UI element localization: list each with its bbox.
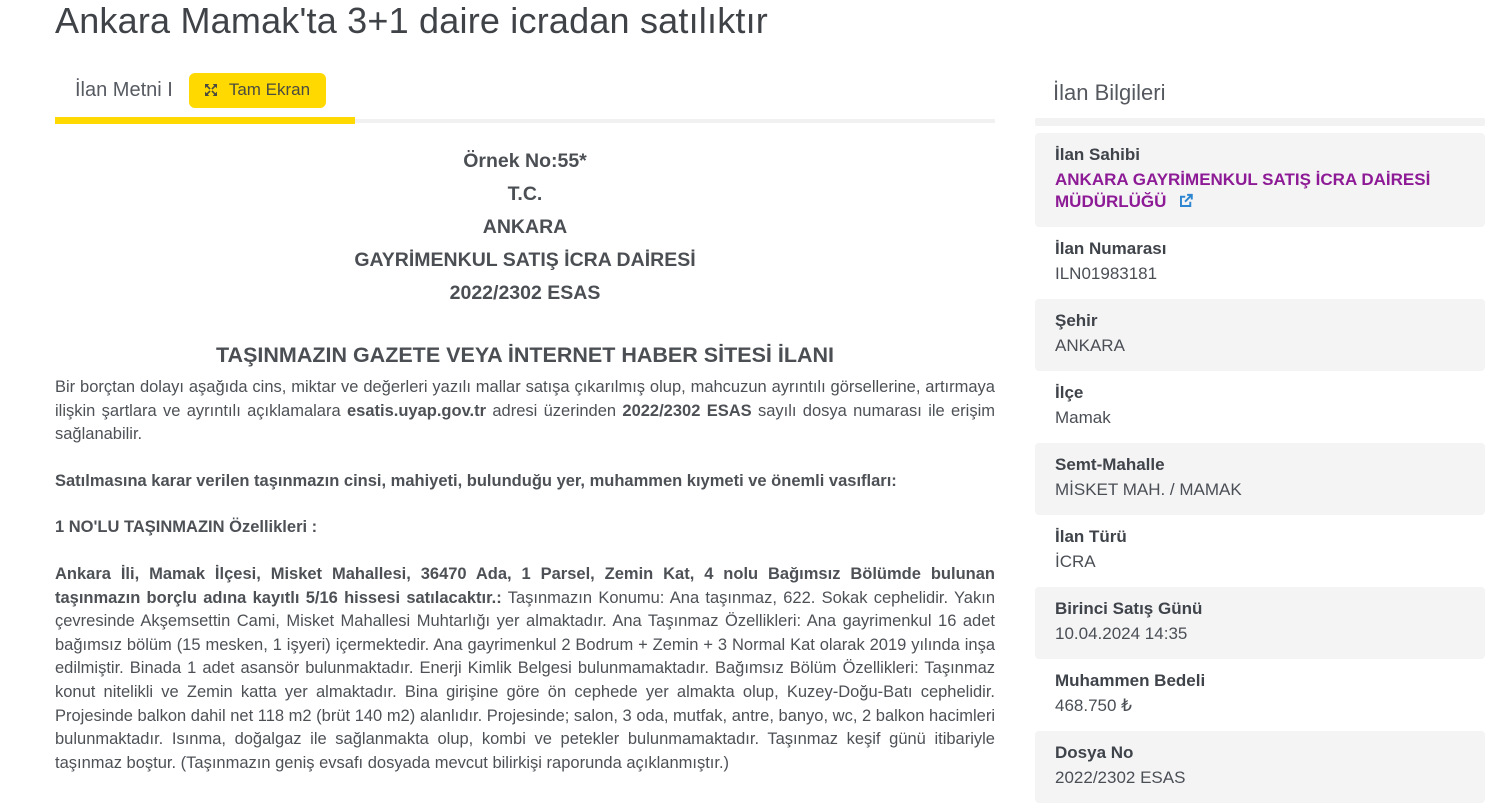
tab-track bbox=[355, 119, 995, 123]
info-value-text: MİSKET MAH. / MAMAK bbox=[1055, 480, 1242, 499]
info-value bbox=[1055, 335, 1465, 357]
page-title: Ankara Mamak'ta 3+1 daire icradan satılıktır bbox=[55, 0, 768, 41]
property-body: Taşınmazın Konumu: Ana taşınmaz, 622. Sokak cephelidir. Yakın çevresinde Akşemsettin Cami, Misket Mahallesi Muhtarlığı yer almaktadır. Ana Taşınmaz Özellikleri: Ana gayrimenkul 16 adet bağımsız bölüm (15 mesken, 1 işyeri) içermektedir. Ana gayrimenkul 2 Bodrum + Zemin + 3 Normal Kat olarak 2019 yılında inşa edilmiştir. Binada 1 adet asansör bulunmaktadır. Enerji Kimlik Belgesi bulunmamaktadır. Bağımsız Bölüm Özellikleri: Taşınmaz konut nitelikli ve Zemin katta yer almaktadır. Bina girişine göre ön cephede yer almakta olup, Kuzey-Doğu-Batı cephelidir. Projesinde balkon dahil net 118 m2 (brüt 140 m2) alanlıdır. Projesinde; salon, 3 oda, mutfak, antre, banyo, wc, 2 balkon hacimleri bulunmaktadır. Isınma, doğalgaz ile sağlanmakta olup, kombi ve petekler bulunmamaktadır. Taşınmaz keşif günü itibariyle taşınmaz boştur. (Taşınmazın geniş evsafı dosyada mevcut bilirkişi raporunda açıklanmıştır.) bbox=[55, 588, 995, 772]
info-value-text: ILN01983181 bbox=[1055, 264, 1158, 283]
info-value bbox=[1055, 407, 1465, 429]
active-tab-indicator bbox=[55, 117, 355, 124]
info-label: İlan Sahibi bbox=[1055, 145, 1141, 164]
info-value-text: Mamak bbox=[1055, 408, 1111, 427]
info-row bbox=[1035, 515, 1485, 587]
info-label: İlan Numarası bbox=[1055, 239, 1167, 258]
property-paragraph bbox=[55, 563, 995, 775]
info-value bbox=[1055, 551, 1465, 573]
document-header bbox=[55, 145, 995, 310]
info-label: İlan Türü bbox=[1055, 527, 1127, 546]
intro-text: adresi üzerinden bbox=[486, 401, 623, 420]
intro-paragraph bbox=[55, 376, 995, 447]
fullscreen-button-label: Tam Ekran bbox=[228, 79, 311, 99]
expand-arrows-icon bbox=[203, 82, 219, 98]
intro-uyap-address: esatis.uyap.gov.tr bbox=[346, 401, 487, 420]
decision-line: Satılmasına karar verilen taşınmazın cinsi, mahiyeti, bulunduğu yer, muhammen kıymeti ve önemli vasıfları: bbox=[55, 471, 897, 490]
info-value bbox=[1055, 263, 1465, 285]
tabbar bbox=[55, 72, 995, 108]
info-label: İlçe bbox=[1055, 383, 1084, 402]
info-value bbox=[1055, 767, 1465, 789]
doc-header-line: T.C. bbox=[507, 183, 543, 205]
info-value-text: ANKARA bbox=[1055, 336, 1125, 355]
info-row bbox=[1035, 227, 1485, 299]
info-label: Dosya No bbox=[1055, 743, 1134, 762]
info-row bbox=[1035, 443, 1485, 515]
ilan-sahibi-link[interactable]: ANKARA GAYRİMENKUL SATIŞ İCRA DAİRESİ MÜDÜRLÜĞÜ bbox=[1055, 170, 1431, 211]
document-section-title: TAŞINMAZIN GAZETE VEYA İNTERNET HABER SİTESİ İLANI bbox=[216, 343, 834, 367]
intro-text: sayılı dosya numarası ile erişim sağlanabilir. bbox=[55, 401, 996, 444]
info-row bbox=[1035, 659, 1485, 731]
info-value bbox=[1055, 169, 1465, 213]
sidebar-divider bbox=[1035, 118, 1485, 126]
info-value bbox=[1055, 695, 1465, 717]
info-label: Birinci Satış Günü bbox=[1055, 599, 1203, 618]
info-value-text: 468.750 ₺ bbox=[1055, 696, 1132, 715]
info-value bbox=[1055, 623, 1465, 645]
info-row bbox=[1035, 299, 1485, 371]
external-link-icon[interactable] bbox=[1177, 192, 1195, 210]
property-heading: 1 NO'LU TAŞINMAZIN Özellikleri : bbox=[55, 518, 318, 537]
info-value-text: 10.04.2024 14:35 bbox=[1055, 624, 1188, 643]
listing-text-panel bbox=[55, 72, 995, 798]
intro-case-number: 2022/2302 ESAS bbox=[622, 401, 752, 420]
doc-header-line: 2022/2302 ESAS bbox=[449, 282, 601, 304]
info-row bbox=[1035, 587, 1485, 659]
info-value-text: İCRA bbox=[1055, 552, 1096, 571]
info-label: Şehir bbox=[1055, 311, 1098, 330]
doc-header-line: Örnek No:55* bbox=[463, 150, 587, 172]
info-label: Semt-Mahalle bbox=[1055, 455, 1165, 474]
info-row bbox=[1035, 731, 1485, 803]
tab-ilan-metni[interactable]: İlan Metni I bbox=[75, 78, 173, 101]
ilan-bilgileri-panel bbox=[1035, 78, 1485, 803]
property-bold-lead: Ankara İli, Mamak İlçesi, Misket Mahallesi, 36470 Ada, 1 Parsel, Zemin Kat, 4 nolu Bağımsız Bölümde bulunan taşınmazın borçlu adına kayıtlı 5/16 hissesi satılacaktır.: bbox=[55, 564, 995, 607]
info-value-text: 2022/2302 ESAS bbox=[1055, 768, 1186, 787]
ilan-bilgileri-list bbox=[1035, 133, 1485, 803]
info-row bbox=[1035, 371, 1485, 443]
fullscreen-button[interactable] bbox=[189, 73, 326, 108]
intro-text: Bir borçtan dolayı aşağıda cins, miktar ve değerleri yazılı mallar satışa çıkarılmış olup, mahcuzun ayrıntılı görsellerine, artırmaya ilişkin şartlara ve ayrıntılı açıklamalara bbox=[55, 378, 995, 420]
ilan-metni-document bbox=[55, 145, 995, 775]
doc-header-line: GAYRİMENKUL SATIŞ İCRA DAİRESİ bbox=[354, 249, 696, 271]
doc-header-line: ANKARA bbox=[482, 216, 568, 238]
info-row bbox=[1035, 133, 1485, 227]
tab-underline bbox=[55, 117, 995, 125]
sidebar-title: İlan Bilgileri bbox=[1053, 80, 1166, 105]
info-value bbox=[1055, 479, 1465, 501]
info-label: Muhammen Bedeli bbox=[1055, 671, 1206, 690]
